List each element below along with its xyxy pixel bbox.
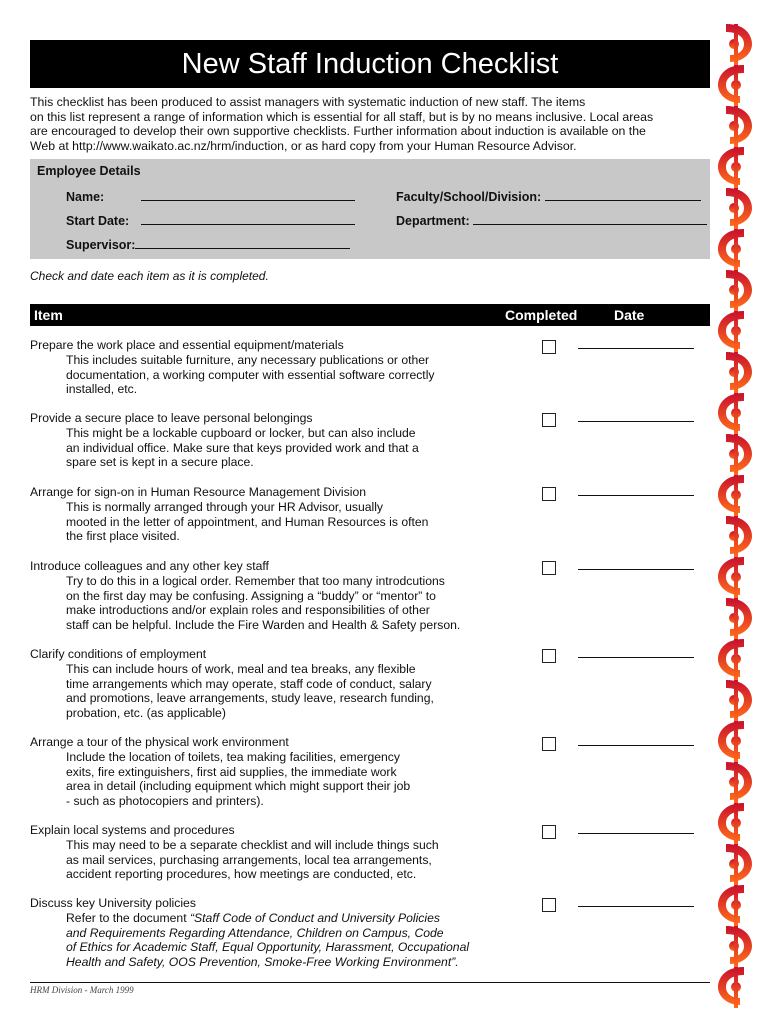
- item-description: Include the location of toilets, tea making facilities, emergency exits, fire extinguishers, first aid supplies, the immediate work area in detail (including equipment which might support their job - such as photocopiers and printers).: [66, 749, 411, 808]
- koru-stem: [734, 844, 738, 885]
- item-description: This can include hours of work, meal and tea breaks, any flexible time arrangements which may operate, staff code of conduct, salary and promotions, leave arrangements, study leave, research funding, probation, etc. (as applicable): [66, 661, 434, 720]
- item-title: Clarify conditions of employment: [30, 647, 207, 662]
- koru-stem: [734, 352, 738, 393]
- item-description: This includes suitable furniture, any necessary publications or other documentation, a working computer with essential software correctly installed, etc.: [66, 352, 435, 397]
- koru-stem: [734, 967, 738, 1008]
- koru-stem: [734, 475, 738, 516]
- date-line[interactable]: [578, 569, 694, 570]
- item-title: Arrange for sign-on in Human Resource Management Division: [30, 485, 366, 500]
- item-title: Provide a secure place to leave personal belongings: [30, 411, 313, 426]
- supervisor-field[interactable]: [66, 237, 350, 252]
- koru-stem: [734, 803, 738, 844]
- department-field[interactable]: [396, 213, 707, 228]
- intro-line: Web at http://www.waikato.ac.nz/hrm/induction, or as hard copy from your Human Resource Advisor.: [30, 138, 577, 153]
- list-item: [30, 735, 710, 808]
- completed-checkbox[interactable]: [542, 487, 556, 501]
- koru-stem: [734, 885, 738, 926]
- koru-stem: [734, 721, 738, 762]
- item-description: This might be a lockable cupboard or locker, but can also include an individual office. Make sure that keys provided work and that a spare set is kept in a secure place.: [66, 425, 419, 470]
- koru-stem: [734, 639, 738, 680]
- koru-stem: [734, 434, 738, 475]
- item-description: Try to do this in a logical order. Remember that too many introdcutions on the first day may be confusing. Assigning a “buddy” or “mentor” to make introductions and/or explain roles and responsibilities of other staff can be helpful. Include the Fire Warden and Health & Safety person.: [66, 573, 461, 632]
- completed-checkbox[interactable]: [542, 737, 556, 751]
- item-title: Arrange a tour of the physical work environment: [30, 735, 289, 750]
- name-field[interactable]: [66, 189, 355, 204]
- date-line[interactable]: [578, 833, 694, 834]
- item-description: Refer to the document “Staff Code of Conduct and University Policies and Requirements Regarding Attendance, Children on Campus, Code of Ethics for Academic Staff, Equal Opportunity, Harassment, Occupational Health and Safety, OOS Prevention, Smoke-Free Working Environment”.: [66, 910, 470, 969]
- koru-stem: [734, 229, 738, 270]
- koru-stem: [734, 557, 738, 598]
- completed-checkbox[interactable]: [542, 561, 556, 575]
- date-line[interactable]: [578, 657, 694, 658]
- completed-checkbox[interactable]: [542, 649, 556, 663]
- header-item: Item: [34, 307, 63, 324]
- item-title: Explain local systems and procedures: [30, 823, 235, 838]
- employee-details-heading: Employee Details: [37, 164, 141, 179]
- name-line[interactable]: [141, 189, 355, 201]
- item-title: Discuss key University policies: [30, 896, 196, 911]
- footer-text: HRM Division - March 1999: [30, 985, 134, 995]
- date-line[interactable]: [578, 495, 694, 496]
- koru-stem: [734, 24, 738, 65]
- item-title: Prepare the work place and essential equipment/materials: [30, 338, 344, 353]
- koru-stem: [734, 270, 738, 311]
- supervisor-label: Supervisor:: [66, 238, 136, 253]
- footer-rule: [30, 982, 710, 983]
- list-item: [30, 485, 710, 543]
- header-completed: Completed: [505, 307, 578, 324]
- start-date-line[interactable]: [141, 213, 355, 225]
- intro-line: This checklist has been produced to assist managers with systematic induction of new staff. The items: [30, 95, 586, 109]
- department-label: Department:: [396, 214, 470, 229]
- koru-stem: [734, 147, 738, 188]
- name-label: Name:: [66, 190, 105, 205]
- completed-checkbox[interactable]: [542, 825, 556, 839]
- intro-line: are encouraged to develop their own supportive checklists. Further information about induction is available on the: [30, 124, 646, 139]
- completed-checkbox[interactable]: [542, 413, 556, 427]
- intro-paragraph: [30, 95, 710, 153]
- check-note: Check and date each item as it is completed.: [30, 269, 269, 284]
- list-item: [30, 647, 710, 720]
- checklist-page: [30, 40, 710, 969]
- date-line[interactable]: [578, 745, 694, 746]
- faculty-label: Faculty/School/Division:: [396, 190, 542, 205]
- list-item: [30, 823, 710, 881]
- completed-checkbox[interactable]: [542, 898, 556, 912]
- koru-stem: [734, 926, 738, 967]
- supervisor-line[interactable]: [135, 237, 350, 249]
- koru-stem: [734, 106, 738, 147]
- kowhaiwhai-border: [712, 18, 760, 1008]
- table-header: [30, 304, 710, 326]
- completed-checkbox[interactable]: [542, 340, 556, 354]
- faculty-line[interactable]: [545, 189, 701, 201]
- header-date: Date: [614, 307, 645, 324]
- koru-stem: [734, 762, 738, 803]
- koru-stem: [734, 311, 738, 352]
- list-item: [30, 896, 710, 969]
- date-line[interactable]: [578, 906, 694, 907]
- koru-stem: [734, 680, 738, 721]
- page-title: New Staff Induction Checklist: [30, 40, 710, 88]
- koru-stem: [734, 516, 738, 557]
- start-date-label: Start Date:: [66, 214, 130, 229]
- item-description: This is normally arranged through your HR Advisor, usually mooted in the letter of appointment, and Human Resources is often the first place visited.: [66, 499, 429, 544]
- item-title: Introduce colleagues and any other key staff: [30, 559, 269, 574]
- department-line[interactable]: [473, 213, 707, 225]
- list-item: [30, 411, 710, 469]
- koru-stem: [734, 188, 738, 229]
- intro-line: on this list represent a range of information which is essential for all staff, but is by no means inclusive. Local areas: [30, 109, 654, 124]
- date-line[interactable]: [578, 421, 694, 422]
- list-item: [30, 559, 710, 632]
- date-line[interactable]: [578, 348, 694, 349]
- item-description: This may need to be a separate checklist and will include things such as mail services, purchasing arrangements, local tea arrangements, accident reporting procedures, how meetings are conducted, etc.: [66, 837, 439, 882]
- koru-stem: [734, 393, 738, 434]
- koru-stem: [734, 598, 738, 639]
- koru-stem: [734, 65, 738, 106]
- start-date-field[interactable]: [66, 213, 355, 228]
- faculty-field[interactable]: [396, 189, 701, 204]
- employee-details-panel: [30, 159, 710, 259]
- list-item: [30, 338, 710, 396]
